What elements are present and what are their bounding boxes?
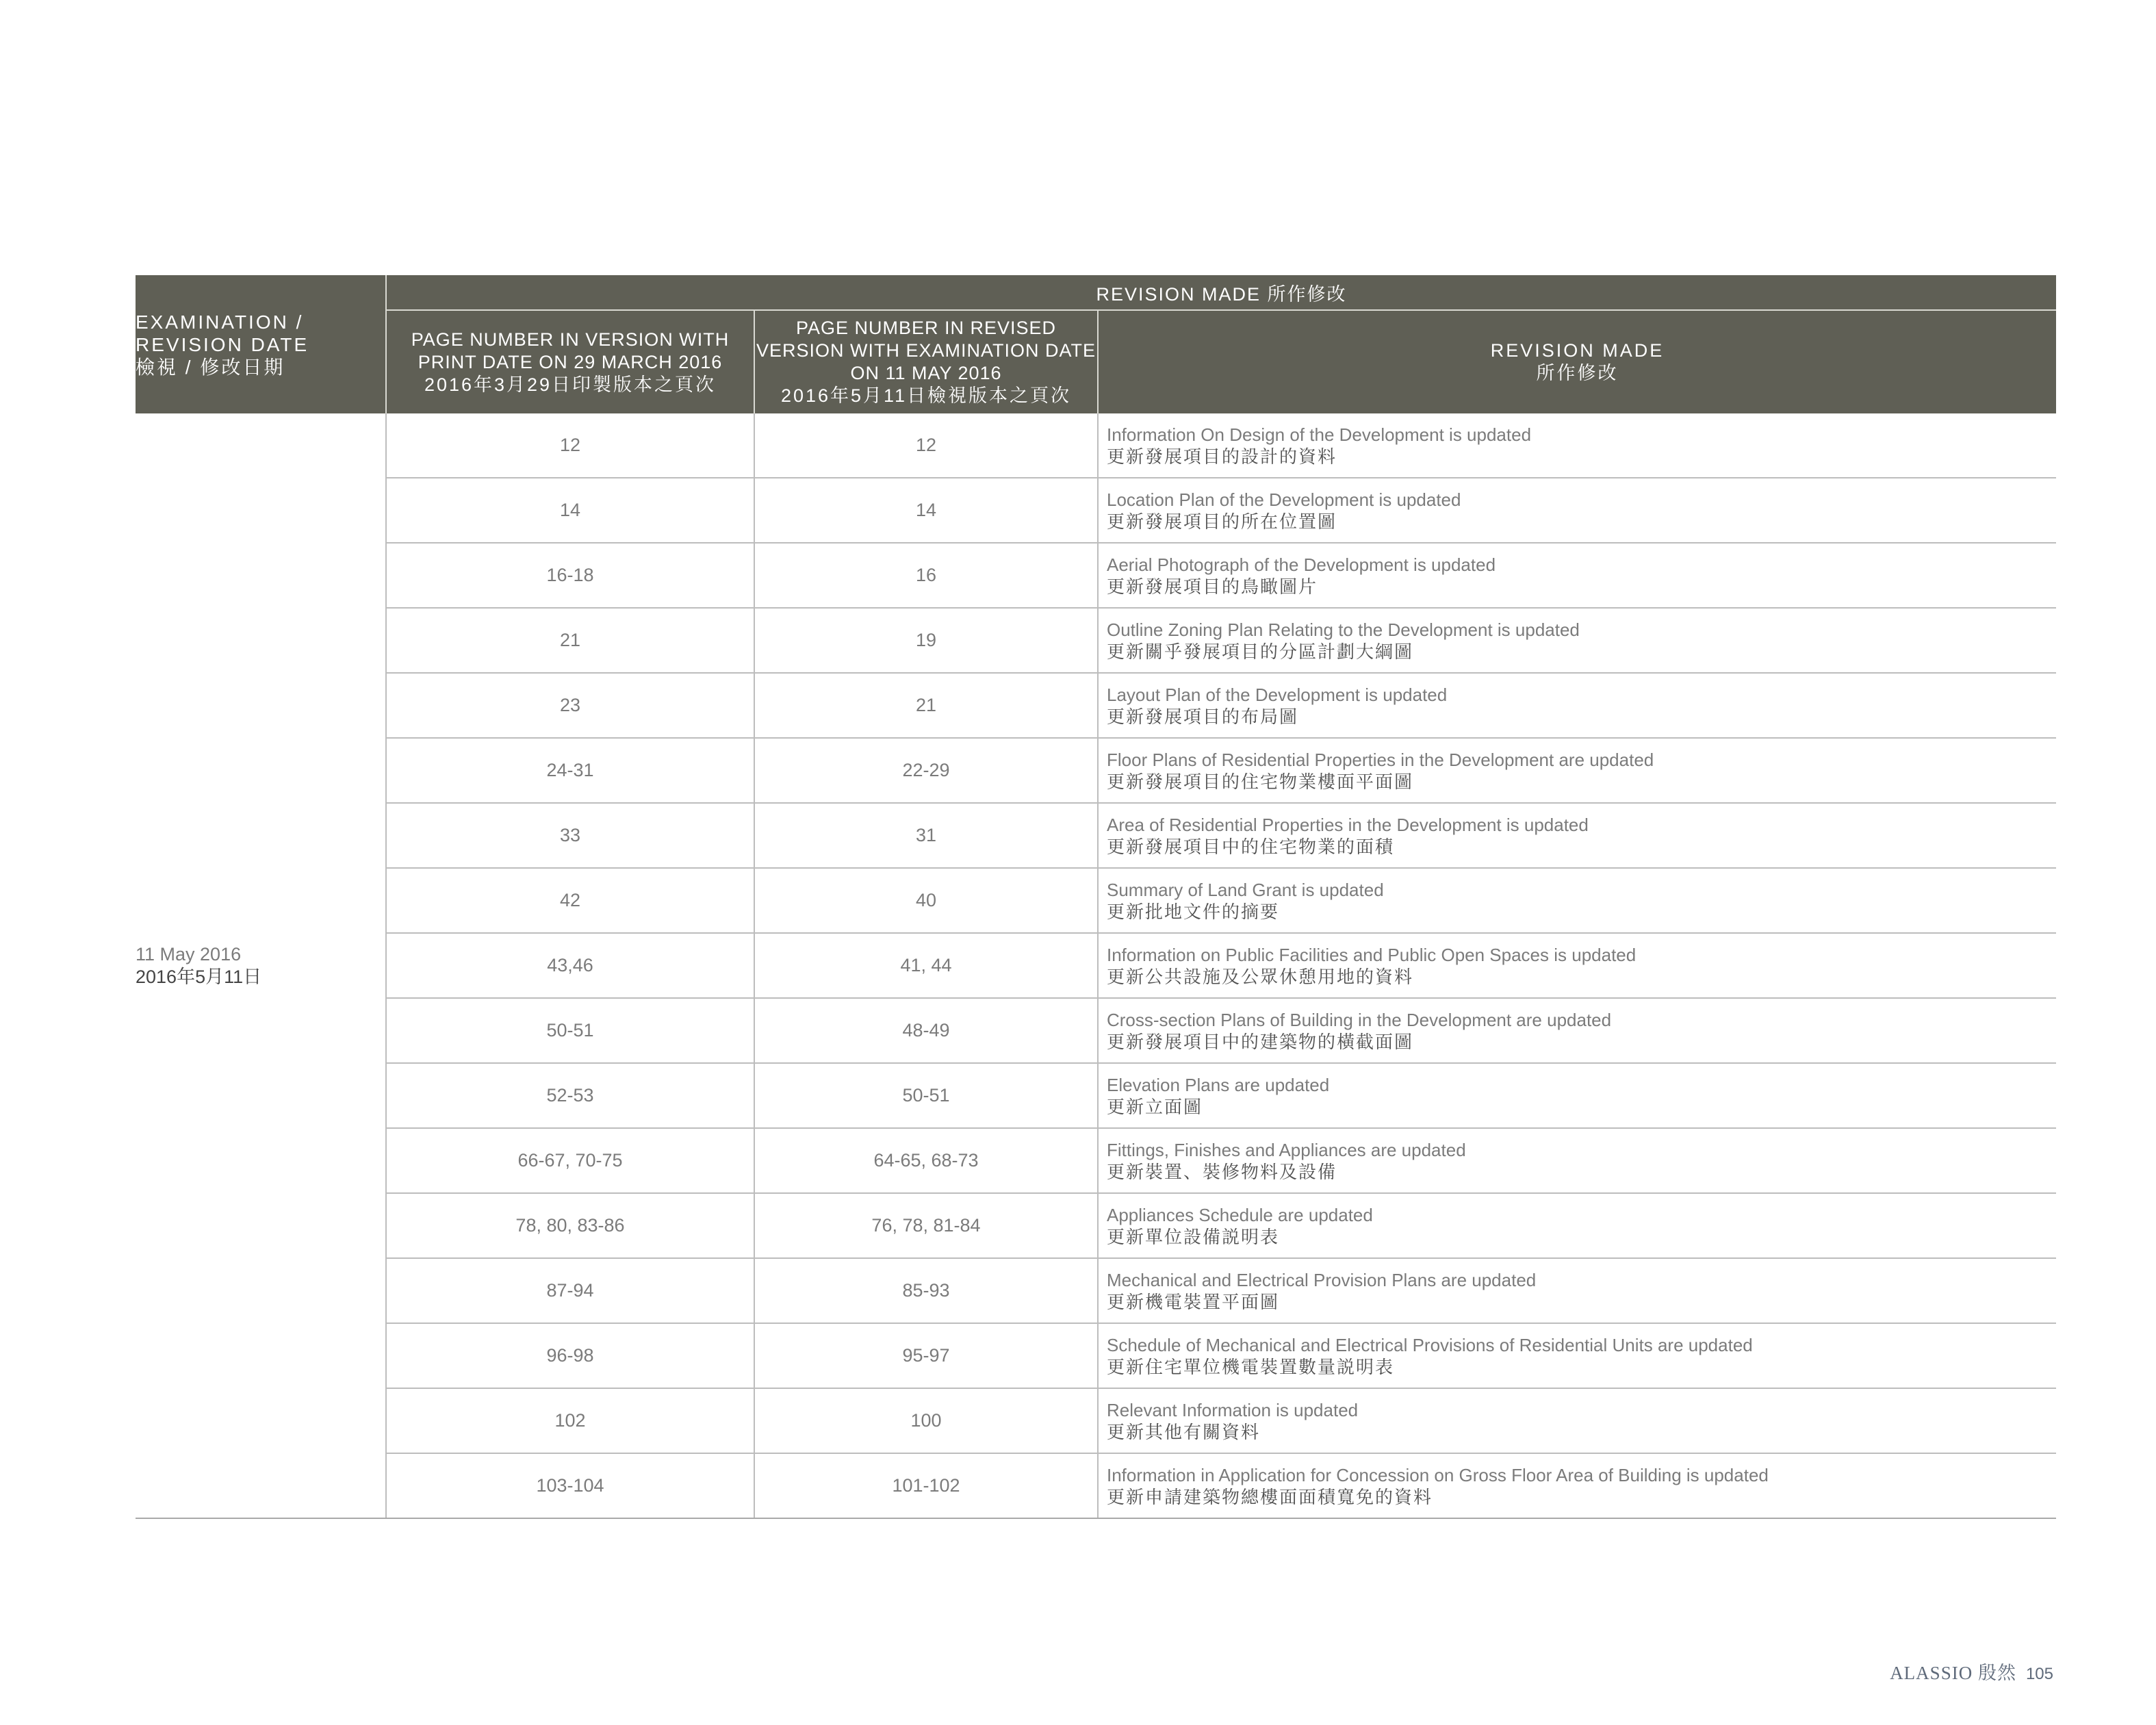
new-page-cell: 40	[754, 868, 1098, 933]
old-page-cell: 50-51	[386, 998, 754, 1063]
header-new-page-en: PAGE NUMBER IN REVISED VERSION WITH EXAMINATION DATE ON 11 MAY 2016	[756, 318, 1096, 383]
revision-description-zh: 更新發展項目的住宅物業樓面平面圖	[1107, 771, 1414, 792]
revision-date-en: 11 May 2016	[136, 943, 242, 964]
page-footer	[1890, 1658, 2053, 1685]
revision-description-cell	[1098, 738, 2056, 803]
revision-description-zh: 更新批地文件的摘要	[1107, 901, 1280, 922]
header-old-page-en: PAGE NUMBER IN VERSION WITH PRINT DATE ON 29 MARCH 2016	[411, 329, 730, 372]
revision-description-zh: 更新單位設備説明表	[1107, 1226, 1280, 1247]
revision-description-zh: 更新發展項目的布局圖	[1107, 706, 1299, 727]
table-row	[136, 1193, 2056, 1258]
old-page-cell: 16-18	[386, 543, 754, 608]
old-page-cell: 87-94	[386, 1258, 754, 1323]
revision-description-cell	[1098, 868, 2056, 933]
table-row	[136, 1128, 2056, 1193]
header-exam-date	[136, 275, 386, 413]
revision-description-zh: 更新發展項目中的住宅物業的面積	[1107, 836, 1395, 857]
old-page-cell: 43,46	[386, 933, 754, 998]
revision-description-cell	[1098, 1193, 2056, 1258]
revision-description-zh: 更新公共設施及公眾休憩用地的資料	[1107, 966, 1414, 987]
old-page-cell: 21	[386, 608, 754, 673]
revision-description-cell	[1098, 543, 2056, 608]
revision-description-cell	[1098, 608, 2056, 673]
new-page-cell: 16	[754, 543, 1098, 608]
revision-description-cell	[1098, 933, 2056, 998]
revision-description-cell	[1098, 1063, 2056, 1128]
header-new-page-zh: 2016年5月11日檢視版本之頁次	[780, 385, 1072, 406]
header-old-page-zh: 2016年3月29日印製版本之頁次	[424, 374, 717, 395]
page-number: 105	[2025, 1665, 2053, 1683]
revision-description-en: Location Plan of the Development is updated	[1107, 489, 1461, 510]
revision-description-en: Elevation Plans are updated	[1107, 1074, 1330, 1095]
revision-description-zh: 更新發展項目中的建築物的橫截面圖	[1107, 1031, 1414, 1052]
revision-description-en: Information On Design of the Development is updated	[1107, 424, 1532, 445]
new-page-cell: 41, 44	[754, 933, 1098, 998]
revision-description-cell	[1098, 998, 2056, 1063]
new-page-cell: 100	[754, 1388, 1098, 1453]
revision-description-cell	[1098, 413, 2056, 478]
header-exam-date-zh: 檢視 / 修改日期	[136, 356, 285, 378]
revision-description-zh: 更新發展項目的設計的資料	[1107, 446, 1337, 467]
revision-description-zh: 更新機電裝置平面圖	[1107, 1291, 1280, 1312]
table-row	[136, 1323, 2056, 1388]
revision-description-zh: 更新裝置、裝修物料及設備	[1107, 1161, 1337, 1182]
new-page-cell: 85-93	[754, 1258, 1098, 1323]
revision-description-zh: 更新發展項目的所在位置圖	[1107, 511, 1337, 532]
old-page-cell: 24-31	[386, 738, 754, 803]
revision-table	[136, 275, 2056, 1519]
revision-description-en: Cross-section Plans of Building in the Development are updated	[1107, 1009, 1612, 1030]
header-revision-zh: 所作修改	[1536, 363, 1619, 383]
table-row	[136, 933, 2056, 998]
revision-description-en: Relevant Information is updated	[1107, 1399, 1359, 1420]
revision-description-zh: 更新發展項目的鳥瞰圖片	[1107, 576, 1318, 597]
old-page-cell: 52-53	[386, 1063, 754, 1128]
header-revision	[1098, 310, 2056, 413]
old-page-cell: 12	[386, 413, 754, 478]
revision-description-zh: 更新立面圖	[1107, 1096, 1203, 1117]
table-row	[136, 478, 2056, 543]
revision-description-cell	[1098, 1128, 2056, 1193]
old-page-cell: 42	[386, 868, 754, 933]
table-row	[136, 1063, 2056, 1128]
new-page-cell: 21	[754, 673, 1098, 738]
new-page-cell: 14	[754, 478, 1098, 543]
revision-description-cell	[1098, 803, 2056, 868]
revision-description-en: Information on Public Facilities and Public Open Spaces is updated	[1107, 944, 1637, 965]
table-row	[136, 543, 2056, 608]
new-page-cell: 12	[754, 413, 1098, 478]
new-page-cell: 76, 78, 81-84	[754, 1193, 1098, 1258]
old-page-cell: 96-98	[386, 1323, 754, 1388]
revision-description-en: Layout Plan of the Development is updated	[1107, 684, 1448, 705]
table-row	[136, 1258, 2056, 1323]
revision-description-cell	[1098, 673, 2056, 738]
revision-description-zh: 更新關乎發展項目的分區計劃大綱圖	[1107, 641, 1414, 662]
revision-description-zh: 更新其他有關資料	[1107, 1421, 1261, 1442]
table-row	[136, 803, 2056, 868]
table-row	[136, 608, 2056, 673]
new-page-cell: 64-65, 68-73	[754, 1128, 1098, 1193]
old-page-cell: 103-104	[386, 1453, 754, 1518]
new-page-cell: 48-49	[754, 998, 1098, 1063]
old-page-cell: 23	[386, 673, 754, 738]
revision-date-zh: 2016年5月11日	[136, 966, 262, 987]
table-row	[136, 998, 2056, 1063]
old-page-cell: 33	[386, 803, 754, 868]
revision-description-en: Schedule of Mechanical and Electrical Provisions of Residential Units are updated	[1107, 1334, 1753, 1355]
table-row	[136, 673, 2056, 738]
old-page-cell: 66-67, 70-75	[386, 1128, 754, 1193]
revision-description-en: Mechanical and Electrical Provision Plans are updated	[1107, 1269, 1537, 1290]
revision-description-en: Information in Application for Concession on Gross Floor Area of Building is updated	[1107, 1464, 1769, 1485]
revision-description-zh: 更新申請建築物總樓面面積寬免的資料	[1107, 1486, 1433, 1507]
table-body	[136, 413, 2056, 1518]
old-page-cell: 102	[386, 1388, 754, 1453]
new-page-cell: 19	[754, 608, 1098, 673]
old-page-cell: 14	[386, 478, 754, 543]
revision-description-en: Fittings, Finishes and Appliances are updated	[1107, 1139, 1466, 1160]
header-new-page	[754, 310, 1098, 413]
revision-description-cell	[1098, 1323, 2056, 1388]
revision-description-cell	[1098, 478, 2056, 543]
revision-description-en: Floor Plans of Residential Properties in the Development are updated	[1107, 749, 1654, 770]
brand-logo: ALASSIO 殷然	[1890, 1663, 2016, 1683]
new-page-cell: 31	[754, 803, 1098, 868]
new-page-cell: 22-29	[754, 738, 1098, 803]
revision-date-cell	[136, 413, 386, 1518]
header-exam-date-en: EXAMINATION / REVISION DATE	[136, 311, 309, 355]
revision-description-en: Aerial Photograph of the Development is updated	[1107, 554, 1496, 575]
revision-description-en: Outline Zoning Plan Relating to the Development is updated	[1107, 619, 1580, 640]
old-page-cell: 78, 80, 83-86	[386, 1193, 754, 1258]
new-page-cell: 95-97	[754, 1323, 1098, 1388]
revision-description-en: Area of Residential Properties in the Development is updated	[1107, 814, 1589, 835]
header-revision-en: REVISION MADE	[1490, 340, 1665, 361]
revision-description-en: Summary of Land Grant is updated	[1107, 879, 1384, 900]
table-row	[136, 868, 2056, 933]
table-row	[136, 1388, 2056, 1453]
new-page-cell: 101-102	[754, 1453, 1098, 1518]
table-row	[136, 413, 2056, 478]
revision-description-cell	[1098, 1388, 2056, 1453]
table-row	[136, 1453, 2056, 1518]
revision-description-en: Appliances Schedule are updated	[1107, 1204, 1373, 1225]
new-page-cell: 50-51	[754, 1063, 1098, 1128]
header-old-page	[386, 310, 754, 413]
revision-description-cell	[1098, 1258, 2056, 1323]
revision-description-zh: 更新住宅單位機電裝置數量説明表	[1107, 1356, 1395, 1377]
table-row	[136, 738, 2056, 803]
revision-description-cell	[1098, 1453, 2056, 1518]
header-revision-made-group: REVISION MADE 所作修改	[386, 275, 2056, 310]
